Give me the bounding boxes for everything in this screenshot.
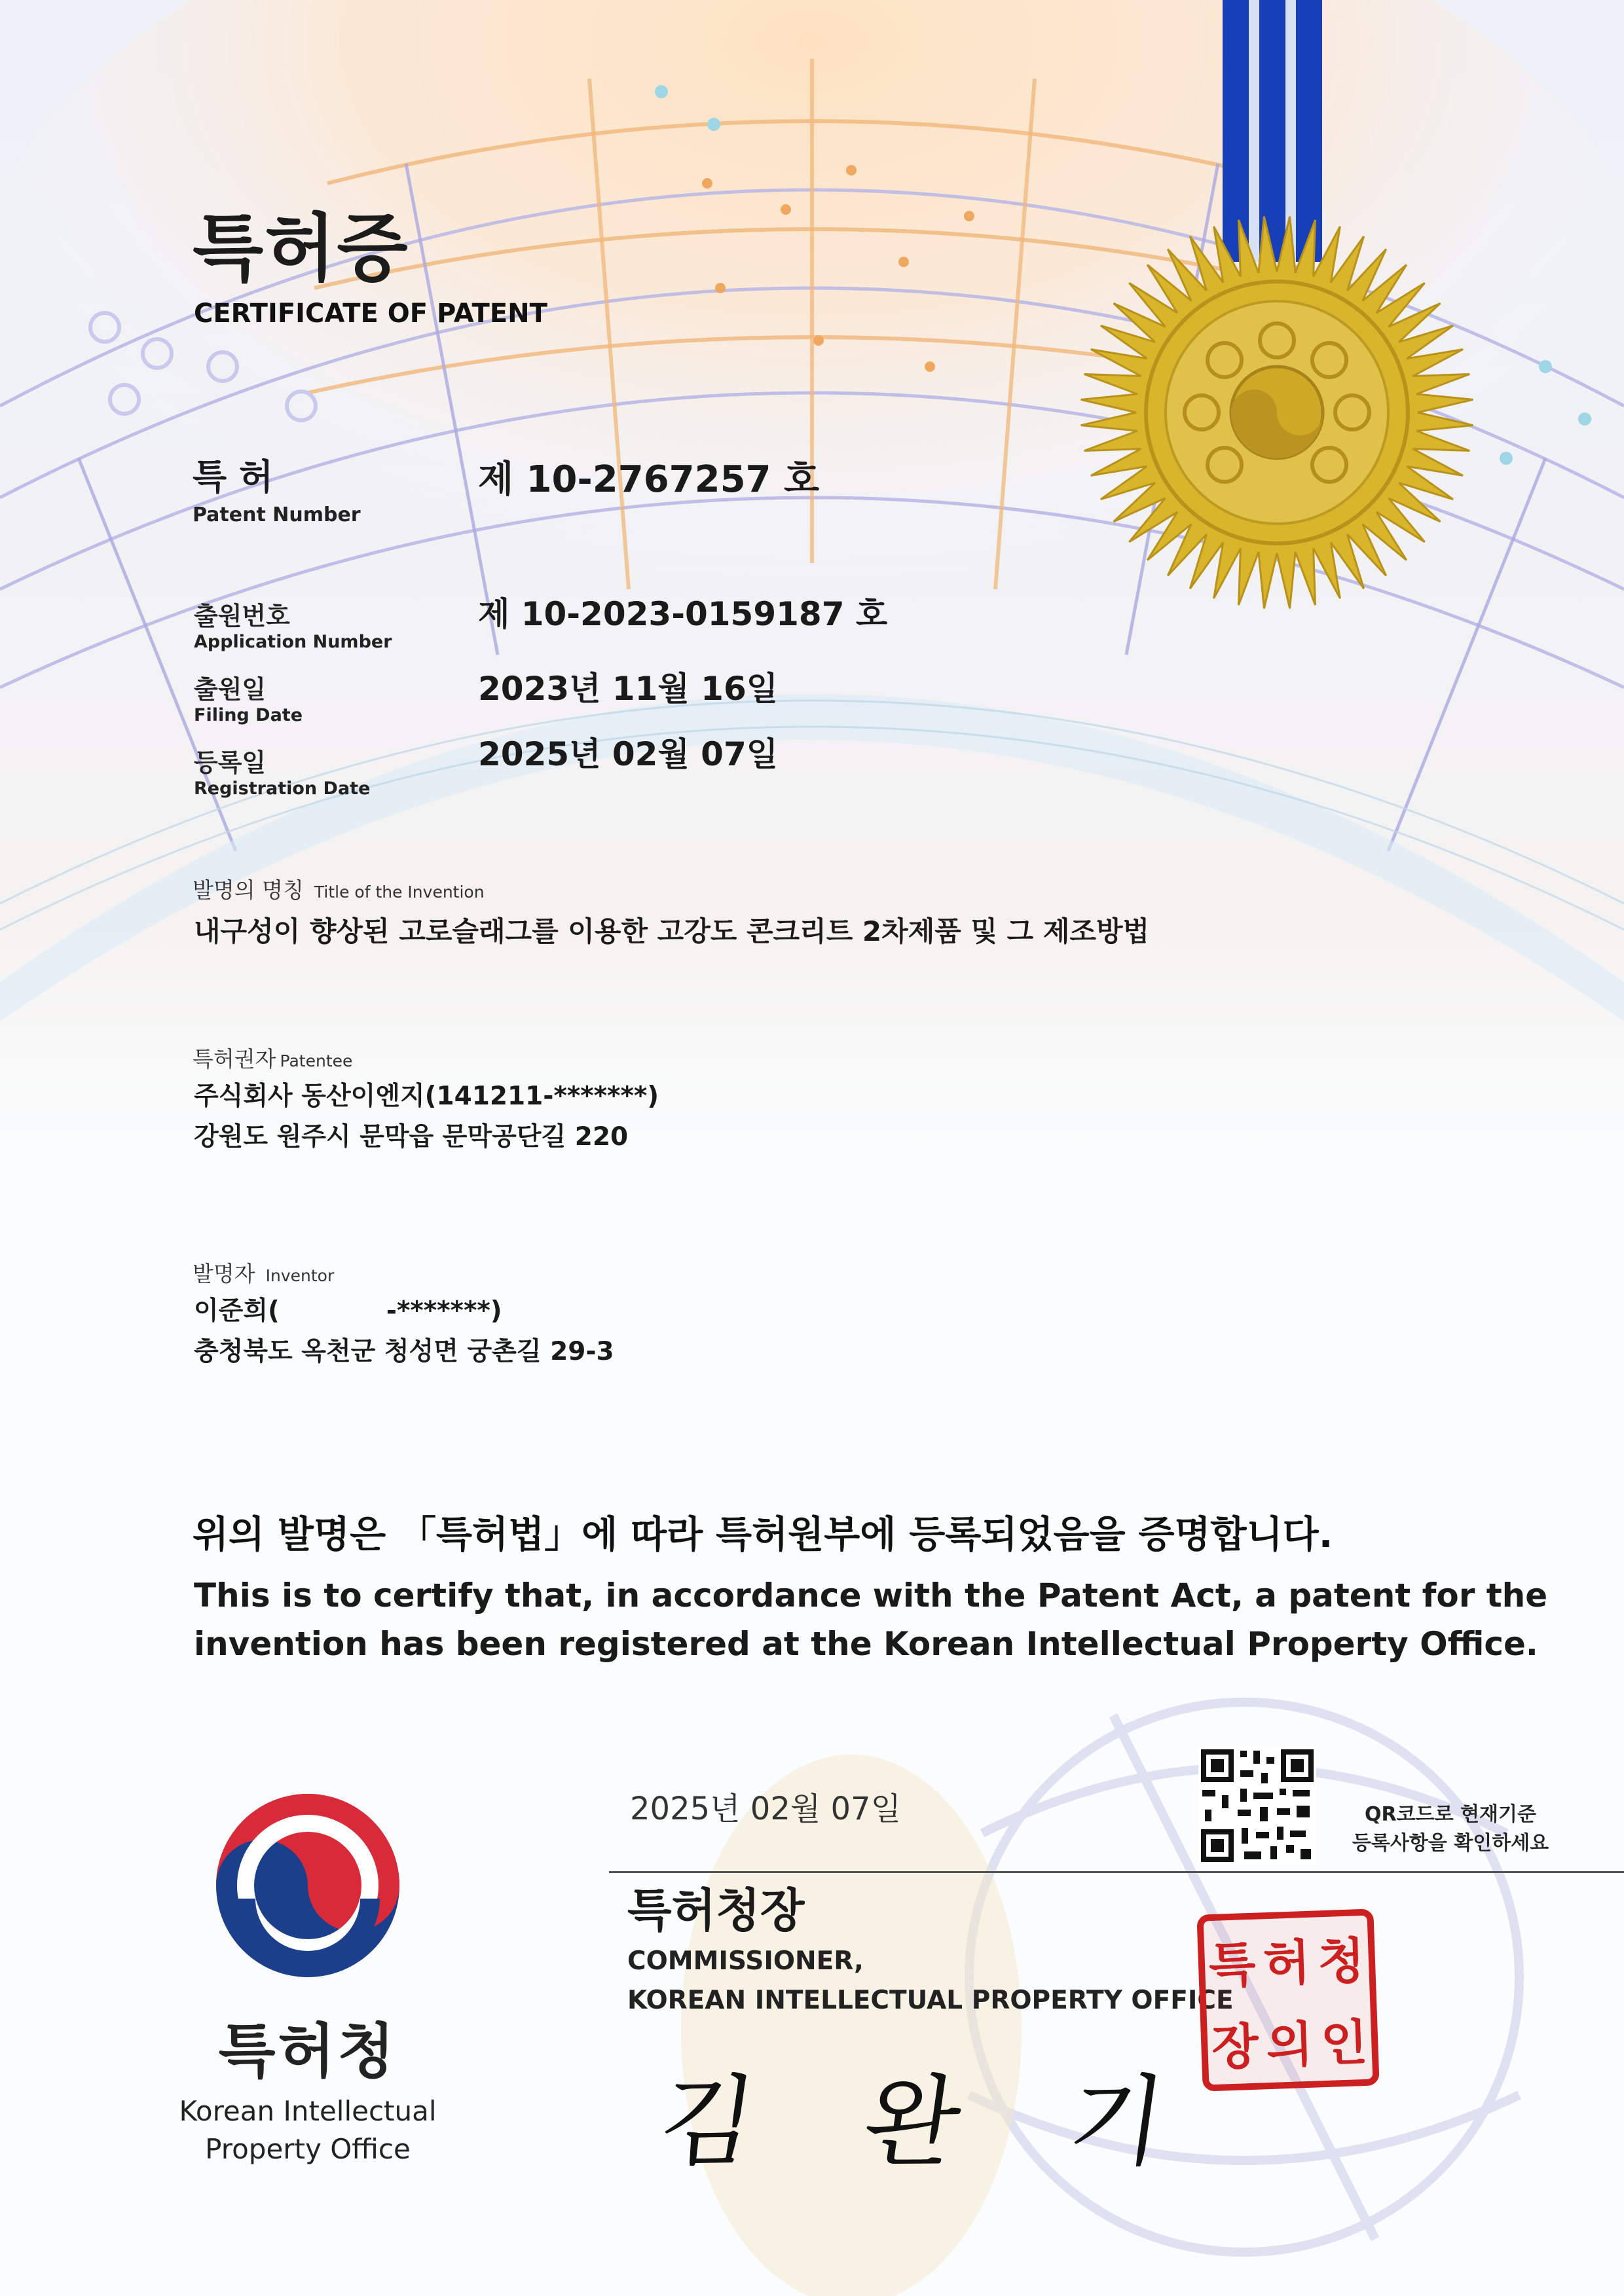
filing-date-label: [194, 669, 303, 725]
filing-date-value: 2023년 11월 16일: [478, 670, 779, 708]
issue-date: 2025년 02월 07일: [630, 1791, 901, 1827]
qr-note-line2: 등록사항을 확인하세요: [1352, 1832, 1549, 1855]
inventor-details: [194, 1291, 614, 1372]
kipo-taegeuk-logo: [210, 1787, 406, 1984]
gold-seal-emblem: [1074, 210, 1480, 615]
commissioner-title-en-line1: COMMISSIONER,: [627, 1946, 864, 1976]
patent-number-label-kr: 특 허: [193, 456, 274, 498]
qr-note: [1329, 1800, 1572, 1858]
filing-date-label-en: Filing Date: [194, 705, 303, 725]
seal-characters: 특 허 청 장 의 인: [1208, 1932, 1369, 2076]
inventor-address: 충청북도 옥천군 청성면 궁촌길 29-3: [194, 1337, 614, 1366]
application-number-value: 제 10-2023-0159187 호: [478, 595, 888, 633]
invention-title-label: [193, 873, 485, 904]
qr-code[interactable]: [1198, 1747, 1316, 1865]
patent-number-label: [193, 449, 361, 526]
patentee-details: [194, 1076, 659, 1157]
patent-number-value: 제 10-2767257 호: [478, 458, 820, 501]
inventor-label: [193, 1257, 334, 1288]
signature-divider: [609, 1871, 1624, 1873]
commissioner-title-en: [627, 1942, 1234, 2020]
certification-en-line2: invention has been registered at the Korean Intellectual Property Office.: [194, 1625, 1538, 1663]
qr-note-line1: QR코드로 현재기준: [1365, 1803, 1536, 1826]
patentee-label-en: Patentee: [280, 1051, 353, 1070]
registration-date-label: [194, 742, 370, 799]
patentee-address: 강원도 원주시 문막읍 문막공단길 220: [194, 1122, 629, 1152]
registration-date-label-kr: 등록일: [194, 748, 267, 777]
certification-statement-en: [194, 1571, 1547, 1668]
registration-date-value: 2025년 02월 07일: [478, 735, 779, 773]
invention-title-value: 내구성이 향상된 고로슬래그를 이용한 고강도 콘크리트 2차제품 및 그 제조방법: [194, 915, 1150, 947]
application-number-label-en: Application Number: [194, 632, 392, 652]
patent-number-label-en: Patent Number: [193, 503, 361, 526]
patentee-label-kr: 특허권자: [193, 1046, 276, 1072]
commissioner-signature: 김 완 기: [652, 2066, 1212, 2179]
kipo-name-kr: 특허청: [218, 2017, 397, 2086]
certificate-title-en: CERTIFICATE OF PATENT: [194, 299, 547, 329]
invention-title-label-kr: 발명의 명칭: [193, 877, 304, 903]
patentee-label: [193, 1042, 352, 1073]
kipo-name-en-line1: Korean Intellectual: [179, 2095, 437, 2127]
inventor-label-kr: 발명자: [193, 1261, 255, 1286]
inventor-name: 이준희( -*******): [194, 1296, 502, 1326]
inventor-label-en: Inventor: [265, 1266, 335, 1285]
kipo-name-en-line2: Property Office: [205, 2133, 411, 2165]
certification-en-line1: This is to certify that, in accordance with the Patent Act, a patent for the: [194, 1576, 1548, 1614]
official-red-seal: [1196, 1908, 1379, 2091]
commissioner-title-en-line2: KOREAN INTELLECTUAL PROPERTY OFFICE: [627, 1986, 1234, 2015]
invention-title-label-en: Title of the Invention: [314, 883, 485, 902]
registration-date-label-en: Registration Date: [194, 778, 371, 799]
certificate-title-kr: 특허증: [193, 206, 409, 291]
commissioner-title-kr: 특허청장: [627, 1884, 805, 1937]
patentee-name: 주식회사 동산이엔지(141211-*******): [194, 1082, 659, 1111]
filing-date-label-kr: 출원일: [194, 675, 267, 704]
certification-statement-kr: 위의 발명은 「특허법」에 따라 특허원부에 등록되었음을 증명합니다.: [193, 1513, 1333, 1556]
kipo-name-en: [144, 2092, 471, 2168]
application-number-label: [194, 596, 392, 652]
application-number-label-kr: 출원번호: [194, 602, 290, 630]
